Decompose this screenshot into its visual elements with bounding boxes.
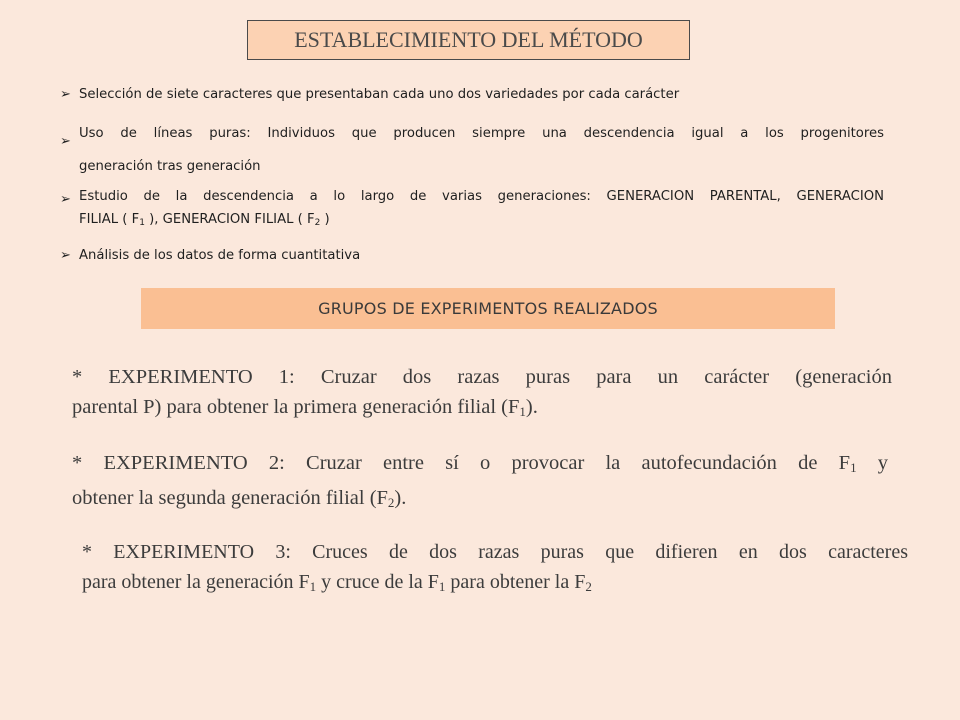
experiment-text: para obtener la generación $F_1$ y cruce de la $F_1$ para obtener la $F_2$	[82, 571, 592, 594]
experiment-2	[72, 448, 888, 518]
title-box	[247, 20, 690, 60]
experiment-text: parental P) para obtener la primera generación filial $(F_1)$.	[72, 396, 538, 419]
experiment-text: * EXPERIMENTO 1: Cruzar dos razas puras para un carácter (generación	[72, 366, 892, 388]
bullet-item	[60, 248, 884, 263]
arrow-bullet-icon: ➢	[60, 192, 71, 207]
arrow-bullet-icon: ➢	[60, 87, 71, 102]
bullet-item	[60, 125, 884, 175]
experiment-text: * EXPERIMENTO 2: Cruzar entre sí o provocar la autofecundación de $F_1$ y	[72, 452, 889, 475]
experiment-1	[72, 362, 892, 427]
experiment-3	[82, 537, 908, 602]
experiment-text: obtener la segunda generación filial $(F_2)$.	[72, 487, 407, 510]
bullet-text: Uso de líneas puras: Individuos que producen siempre una descendencia igual a los progenitores	[79, 126, 884, 141]
bullet-item	[60, 188, 884, 232]
groups-title-box	[141, 288, 835, 329]
bullet-text: Selección de siete caracteres que presentaban cada uno dos variedades por cada carácter	[79, 87, 680, 102]
bullet-text: FILIAL ( $F_1$ ), GENERACION FILIAL ( $F_2$ )	[79, 212, 330, 228]
experiment-text: * EXPERIMENTO 3: Cruces de dos razas puras que difieren en dos caracteres	[82, 541, 908, 563]
bullet-text: generación tras generación	[79, 159, 261, 174]
arrow-bullet-icon: ➢	[60, 248, 71, 263]
bullet-text: Estudio de la descendencia a lo largo de varias generaciones: GENERACION PARENTAL, GENERACION	[79, 189, 884, 204]
arrow-bullet-icon: ➢	[60, 134, 71, 149]
bullet-item	[60, 87, 884, 102]
groups-title: GRUPOS DE EXPERIMENTOS REALIZADOS	[318, 299, 658, 318]
page-title: ESTABLECIMIENTO DEL MÉTODO	[294, 27, 643, 52]
bullet-text: Análisis de los datos de forma cuantitativa	[79, 248, 361, 263]
